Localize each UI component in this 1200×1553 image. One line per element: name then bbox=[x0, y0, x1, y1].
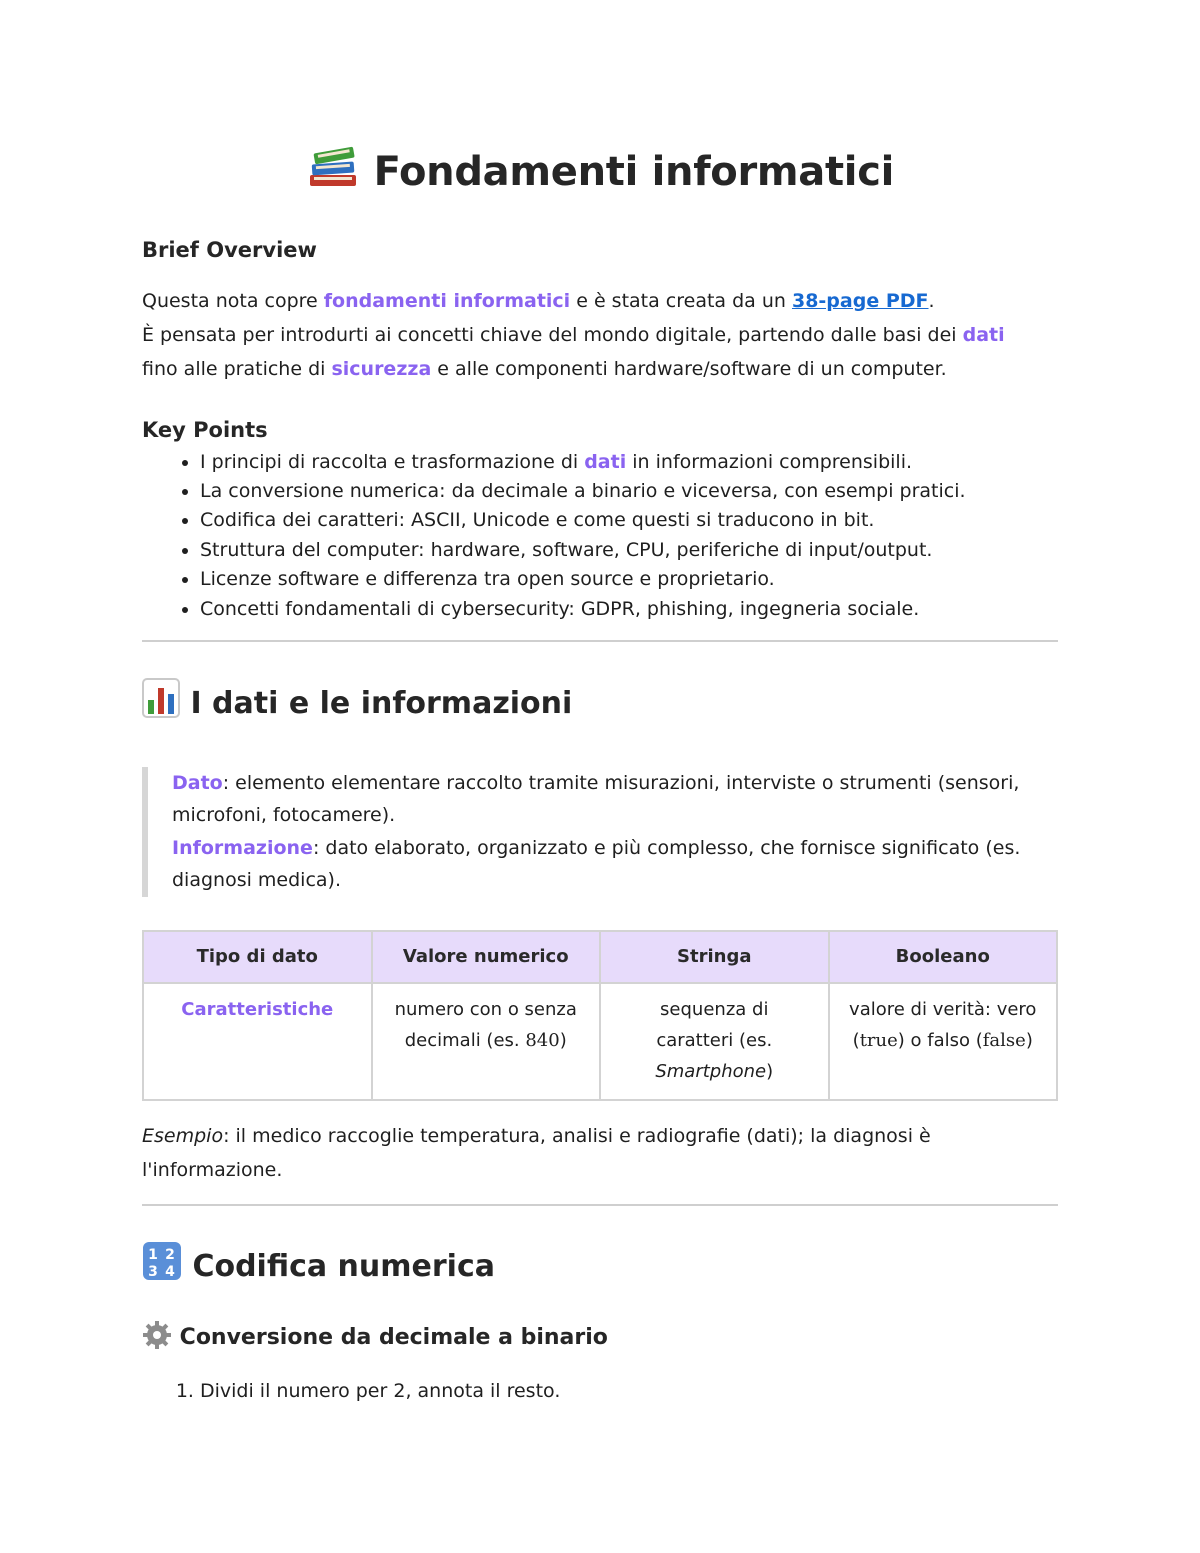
svg-text:3: 3 bbox=[148, 1263, 158, 1280]
gear-icon bbox=[142, 1320, 172, 1356]
steps-list bbox=[142, 1376, 1058, 1406]
table-cell: numero con o senza decimali (es. 840) bbox=[372, 983, 601, 1100]
svg-text:1: 1 bbox=[148, 1246, 158, 1263]
page-title bbox=[142, 140, 1058, 208]
highlight-term: sicurezza bbox=[331, 357, 432, 380]
table-header: Stringa bbox=[600, 931, 829, 983]
table-row bbox=[143, 983, 1057, 1100]
list-item: • La conversione numerica: da decimale a binario e viceversa, con esempi pratici. bbox=[200, 477, 1058, 506]
books-icon bbox=[306, 141, 360, 208]
table-header: Tipo di dato bbox=[143, 931, 372, 983]
list-item: • Codifica dei caratteri: ASCII, Unicode e come questi si traducono in bit. bbox=[200, 506, 1058, 535]
pdf-link[interactable]: 38-page PDF bbox=[791, 289, 929, 312]
table-cell: sequenza di caratteri (es. Smartphone) bbox=[600, 983, 829, 1100]
svg-text:4: 4 bbox=[165, 1263, 175, 1280]
section-heading-codifica: 1 2 3 4 Codifica numerica bbox=[142, 1241, 1058, 1294]
page-title-text: Fondamenti informatici bbox=[373, 149, 895, 195]
list-item: • Licenze software e differenza tra open source e proprietario. bbox=[200, 565, 1058, 594]
key-points-heading: Key Points bbox=[142, 417, 268, 442]
term-dato: Dato bbox=[172, 771, 223, 794]
numbers-1234-icon bbox=[142, 1241, 182, 1294]
row-label: Caratteristiche bbox=[143, 983, 372, 1100]
table-header: Booleano bbox=[829, 931, 1058, 983]
subsection-heading: Conversione da decimale a binario bbox=[142, 1320, 1058, 1356]
bar-chart-icon bbox=[142, 678, 180, 731]
key-points-list bbox=[142, 448, 1058, 624]
list-item: 1. Dividi il numero per 2, annota il resto. bbox=[200, 1376, 1058, 1406]
section-heading-dati: I dati e le informazioni bbox=[142, 678, 1058, 731]
term-informazione: Informazione bbox=[172, 836, 313, 859]
list-item: • Struttura del computer: hardware, software, CPU, periferiche di input/output. bbox=[200, 536, 1058, 565]
data-types-table bbox=[142, 930, 1058, 1101]
table-cell: valore di verità: vero (true) o falso (false) bbox=[829, 983, 1058, 1100]
overview-heading: Brief Overview bbox=[142, 237, 317, 262]
svg-text:2: 2 bbox=[165, 1246, 175, 1263]
example-text: Esempio: il medico raccoglie temperatura, analisi e radiografie (dati); la diagnosi è l'informazione. bbox=[142, 1124, 931, 1181]
highlight-term: dati bbox=[962, 323, 1005, 346]
definition-quote: Dato: elemento elementare raccolto tramite misurazioni, interviste o strumenti (sensori, microfoni, fotocamere). Informazione: dato elaborato, organizzato e più complesso, che fornisce significato (es. diagnosi medica). bbox=[142, 767, 1058, 897]
table-header: Valore numerico bbox=[372, 931, 601, 983]
list-item: • Concetti fondamentali di cybersecurity: GDPR, phishing, ingegneria sociale. bbox=[200, 595, 1058, 624]
list-item: • I principi di raccolta e trasformazione di dati in informazioni comprensibili. bbox=[200, 448, 1058, 477]
highlight-term: fondamenti informatici bbox=[323, 289, 571, 312]
note-content bbox=[142, 140, 1058, 1406]
overview-text: Questa nota copre fondamenti informatici e è stata creata da un 38-page PDF. È pensata per introdurti ai concetti chiave del mondo digitale, partendo dalle basi dei dati fino alle pratiche di sicurezza e alle componenti hardware/software di un computer. bbox=[142, 289, 1005, 380]
